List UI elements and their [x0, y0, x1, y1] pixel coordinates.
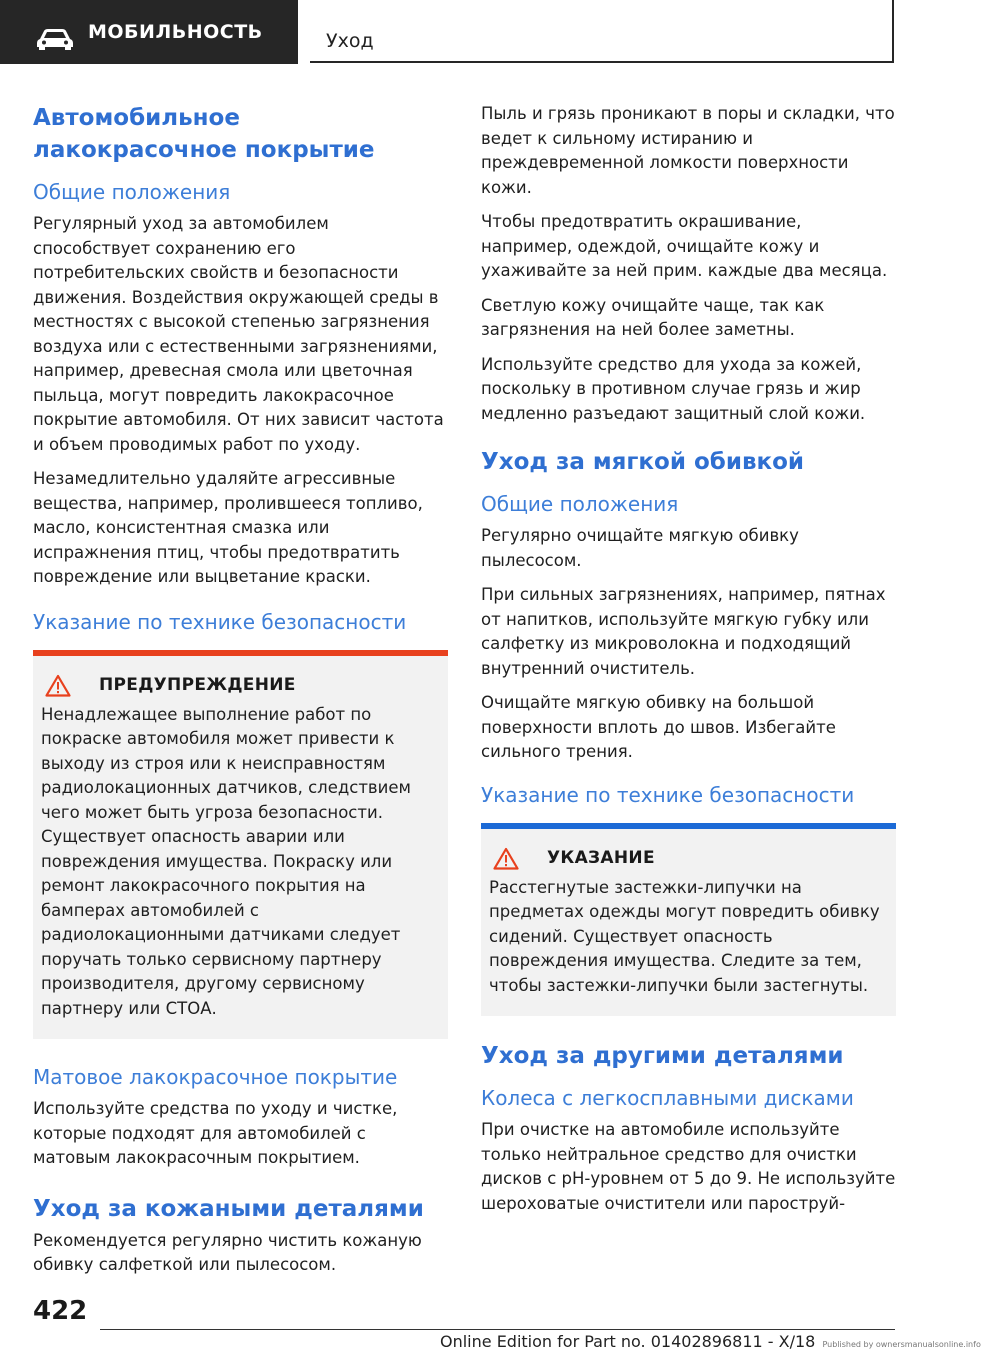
leather-heading: Уход за кожаными деталями	[33, 1195, 424, 1222]
paint-heading: Автомобильное лакокрасочное покрытие	[33, 105, 375, 163]
warning-title: ПРЕДУПРЕЖДЕНИЕ	[99, 675, 296, 695]
paint-paragraph-2: Незамедлительно удаляйте агрессивные вещества, например, пролившееся топливо, масло, консистентная смазка или испражнения птиц, чтобы предотвратить повреждение или выцветание краски.	[33, 469, 423, 586]
warning-triangle-icon	[493, 847, 519, 870]
right-column	[481, 102, 896, 1226]
section-title: Уход	[326, 30, 374, 52]
footer-text	[440, 1332, 981, 1351]
notice-title: УКАЗАНИЕ	[547, 848, 655, 868]
header-tab[interactable]	[0, 0, 298, 64]
upholstery-paragraph-2: При сильных загрязнениях, например, пятнах от напитков, используйте мягкую губку или салфетку из микроволокна и подходящий внутренний очиститель.	[481, 585, 886, 678]
leather-paragraph-3: Чтобы предотвратить окрашивание, например, одеждой, очищайте кожу и ухаживайте за ней прим. каждые два месяца.	[481, 212, 888, 280]
wheels-paragraph: При очистке на автомобиле используйте только нейтральное средство для очистки дисков с pH-уровнем от 5 до 9. Не используйте шероховатые очистители или пароструй-	[481, 1120, 896, 1213]
paint-safety-heading: Указание по технике безопасности	[33, 609, 407, 634]
left-column	[33, 102, 448, 1288]
upholstery-heading: Уход за мягкой обивкой	[481, 449, 805, 475]
header-section	[310, 0, 894, 63]
matte-heading: Матовое лакокрасочное покрытие	[33, 1065, 398, 1089]
notice-title-row	[489, 847, 888, 870]
car-icon	[36, 28, 74, 50]
matte-paragraph: Используйте средства по уходу и чистке, которые подходят для автомобилей с матовым лакокрасочным покрытием.	[33, 1099, 398, 1167]
page-number: 422	[33, 1296, 88, 1326]
warning-title-row	[41, 674, 440, 697]
paint-paragraph-1: Регулярный уход за автомобилем способствует сохранению его потребительских свойств и безопасности движения. Воздействия окружающей среды в местностях с высокой степенью загрязнения воздуха или с естественными загрязнениями, например, древесная смола или цветочная пыльца, могут повредить лакокрасочное покрытие автомобиля. От них зависит частота и объем проводимых работ по уходу.	[33, 214, 444, 454]
wheels-heading: Колеса с легкосплавными дисками	[481, 1086, 854, 1110]
upholstery-general-heading: Общие положения	[481, 492, 679, 516]
paint-general-heading: Общие положения	[33, 180, 231, 204]
notice-text: Расстегнутые застежки-липучки на предметах одежды могут повредить обивку сидений. Существует опасность повреждения имущества. Следите за тем, чтобы застежки-липучки были застегнуты.	[489, 877, 880, 995]
leather-paragraph-5: Используйте средство для ухода за кожей, поскольку в противном случае грязь и жир медленно разъедают защитный слой кожи.	[481, 354, 866, 423]
leather-paragraph: Рекомендуется регулярно чистить кожаную обивку салфеткой или пылесосом.	[33, 1230, 422, 1274]
upholstery-paragraph-1: Регулярно очищайте мягкую обивку пылесосом.	[481, 526, 799, 570]
leather-paragraph-4: Светлую кожу очищайте чаще, так как загрязнения на ней более заметны.	[481, 295, 825, 339]
footer-edition: Online Edition for Part no. 01402896811 - X/18	[440, 1332, 816, 1351]
other-parts-heading: Уход за другими деталями	[481, 1043, 844, 1069]
header-tab-label: МОБИЛЬНОСТЬ	[88, 21, 263, 43]
footer-divider	[100, 1329, 895, 1330]
warning-triangle-icon	[45, 674, 71, 697]
notice-box	[481, 823, 896, 1017]
upholstery-safety-heading: Указание по технике безопасности	[481, 782, 855, 807]
footer-publisher: Published by ownersmanualsonline.info	[822, 1340, 981, 1349]
leather-paragraph-2: Пыль и грязь проникают в поры и складки, что ведет к сильному истиранию и преждевременной ломкости поверхности кожи.	[481, 104, 895, 197]
warning-text: Ненадлежащее выполнение работ по покраске автомобиля может привести к выходу из строя или к неисправностям радиолокационных датчиков, следствием чего может быть угроза безопасности. Существует опасность аварии или повреждения имущества. Покраску или ремонт лакокрасочного покрытия на бамперах автомобилей с радиолокационными датчиками следует поручать только сервисному партнеру производителя, другому сервисному партнеру или СТОА.	[41, 704, 411, 1018]
upholstery-paragraph-3: Очищайте мягкую обивку на большой поверхности вплоть до швов. Избегайте сильного трения.	[481, 693, 836, 761]
warning-box	[33, 650, 448, 1040]
